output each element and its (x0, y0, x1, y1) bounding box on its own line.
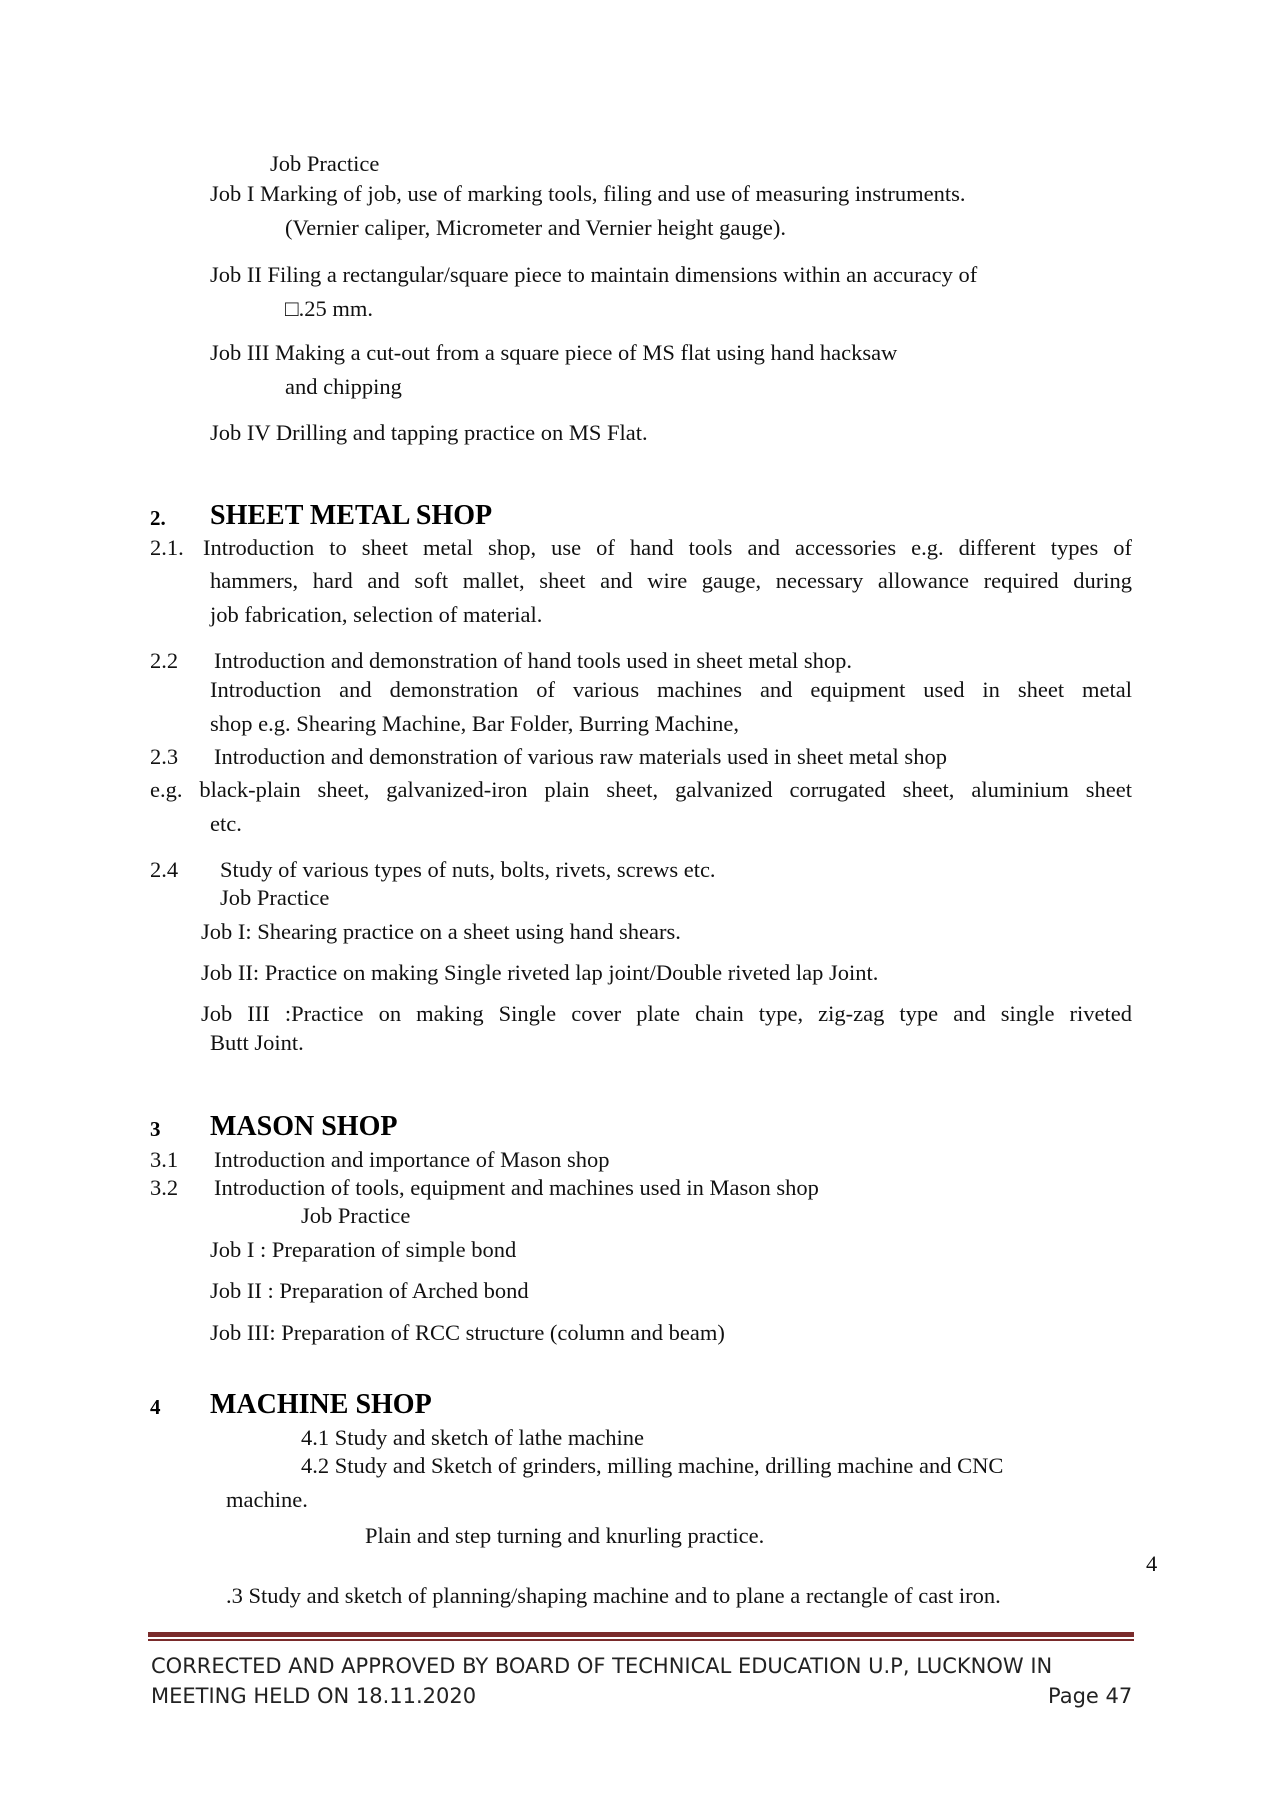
job-line: Job II: Practice on making Single riveted lap joint/Double riveted lap Joint. (201, 960, 879, 985)
item-text: Introduction of tools, equipment and machines used in Mason shop (214, 1175, 819, 1200)
section-title: MASON SHOP (210, 1111, 398, 1142)
job-line: Job I : Preparation of simple bond (210, 1237, 517, 1262)
item-text: 4.1 Study and sketch of lathe machine (301, 1425, 645, 1450)
item-text: machine. (226, 1487, 308, 1512)
item-text: etc. (210, 811, 242, 836)
job-line: Job I Marking of job, use of marking tools, filing and use of measuring instruments. (210, 181, 966, 206)
job-line: □.25 mm. (285, 296, 373, 321)
footer-approval-line: MEETING HELD ON 18.11.2020 (151, 1684, 477, 1708)
item-number: 2.1. (150, 535, 184, 560)
item-text: job fabrication, selection of material. (210, 602, 543, 627)
job-line: Job III Making a cut-out from a square piece of MS flat using hand hacksaw (210, 340, 898, 365)
section-number: 4 (150, 1395, 161, 1419)
item-text: Introduction to sheet metal shop, use of hand tools and accessories e.g. different types of (203, 535, 1132, 560)
job-line: Job III: Preparation of RCC structure (column and beam) (210, 1320, 725, 1345)
item-text: e.g. black-plain sheet, galvanized-iron plain sheet, galvanized corrugated sheet, aluminium sheet (150, 777, 1132, 802)
item-number: 2.2 (150, 648, 179, 673)
job-line: (Vernier caliper, Micrometer and Vernier height gauge). (285, 215, 786, 240)
job-practice-heading: Job Practice (270, 151, 380, 176)
stray-number: 4 (1146, 1551, 1158, 1576)
item-number: 2.3 (150, 744, 179, 769)
job-line: and chipping (285, 374, 402, 399)
section-number: 2. (150, 506, 166, 530)
item-text: Introduction and demonstration of various raw materials used in sheet metal shop (214, 744, 947, 769)
job-line: Job IV Drilling and tapping practice on MS Flat. (210, 420, 648, 445)
job-line: Job II Filing a rectangular/square piece to maintain dimensions within an accuracy of (210, 262, 978, 287)
job-line: Job II : Preparation of Arched bond (210, 1278, 529, 1303)
footer-approval-line: CORRECTED AND APPROVED BY BOARD OF TECHNICAL EDUCATION U.P, LUCKNOW IN (151, 1654, 1053, 1678)
item-text: hammers, hard and soft mallet, sheet and wire gauge, necessary allowance required during (210, 568, 1132, 593)
job-line: Job I: Shearing practice on a sheet using hand shears. (201, 919, 681, 944)
item-text: 4.2 Study and Sketch of grinders, milling machine, drilling machine and CNC (301, 1453, 1004, 1478)
footer-rule-thin (148, 1639, 1134, 1641)
item-text: Plain and step turning and knurling practice. (365, 1523, 765, 1548)
footer-rule (148, 1632, 1134, 1637)
page-number: Page 47 (1048, 1684, 1133, 1708)
section-title: SHEET METAL SHOP (210, 500, 493, 531)
item-text: .3 Study and sketch of planning/shaping machine and to plane a rectangle of cast iron. (226, 1583, 1001, 1608)
item-text: Study of various types of nuts, bolts, rivets, screws etc. (220, 857, 716, 882)
item-text: Introduction and demonstration of various machines and equipment used in sheet metal (210, 677, 1132, 702)
item-number: 3.1 (150, 1147, 179, 1172)
item-text: Introduction and importance of Mason shop (214, 1147, 610, 1172)
job-line: Job III :Practice on making Single cover plate chain type, zig-zag type and single riveted (201, 1001, 1132, 1026)
job-practice-heading: Job Practice (301, 1203, 411, 1228)
job-practice-heading: Job Practice (220, 885, 330, 910)
item-text: shop e.g. Shearing Machine, Bar Folder, Burring Machine, (210, 711, 739, 736)
job-line: Butt Joint. (210, 1030, 304, 1055)
section-number: 3 (150, 1117, 161, 1141)
item-number: 3.2 (150, 1175, 179, 1200)
item-number: 2.4 (150, 857, 179, 882)
item-text: Introduction and demonstration of hand tools used in sheet metal shop. (214, 648, 853, 673)
section-title: MACHINE SHOP (210, 1389, 432, 1420)
